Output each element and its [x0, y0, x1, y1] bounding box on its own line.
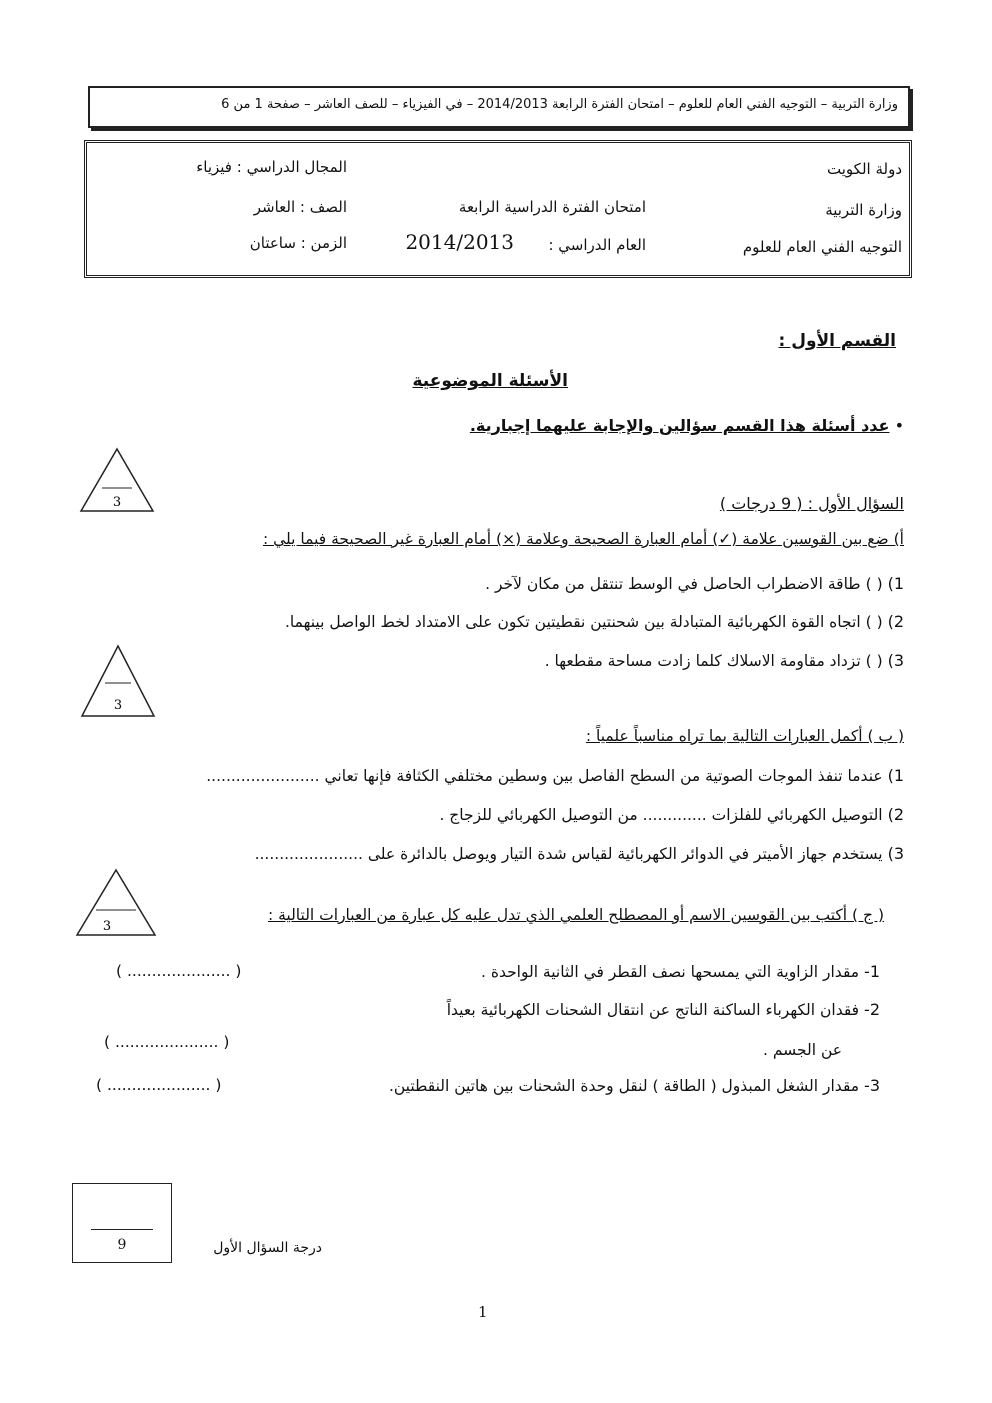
year-label: العام الدراسي :	[548, 236, 646, 254]
answer-paren: ( )	[865, 652, 883, 670]
item-text: عندما تنفذ الموجات الصوتية من السطح الفاصل بين وسطين مختلفي الكثافة فإنها تعاني .......................	[206, 767, 883, 785]
part-a-item-3	[545, 651, 904, 670]
part-a-instruction: أ) ضع بين القوسين علامة (✓) أمام العبارة الصحيحة وعلامة (×) أمام العبارة غير الصحيحة فيما يلي :	[262, 530, 904, 548]
grade-divider	[91, 1229, 153, 1230]
item-text: التوصيل الكهربائي للفلزات ............. من التوصيل الكهربائي للزجاج .	[439, 806, 883, 824]
item-number: 3)	[887, 651, 904, 670]
item-number: 1-	[864, 962, 880, 981]
part-c-item-2-continued: عن الجسم .	[762, 1041, 842, 1059]
grade-label: الصف : العاشر	[253, 198, 347, 216]
time-label: الزمن : ساعتان	[249, 234, 347, 252]
item-number: 1)	[887, 574, 904, 593]
question1-grade-box	[72, 1183, 172, 1263]
item-text: مقدار الشغل المبذول ( الطاقة ) لنقل وحدة الشحنات بين هاتين النقطتين.	[388, 1077, 860, 1095]
item-text: تزداد مقاومة الاسلاك كلما زادت مساحة مقطعها .	[544, 652, 861, 670]
part-c-answer-2: ( ..................... )	[104, 1033, 230, 1051]
part-b-instruction: ( ب ) أكمل العبارات التالية بما تراه مناسباً علمياً :	[585, 727, 904, 745]
bullet-icon: •	[894, 416, 904, 435]
header-strip-text: وزارة التربية – التوجيه الفني العام للعلوم – امتحان الفترة الرابعة 2014/2013 – في الفيزياء – للصف العاشر – صفحة 1 من 6	[221, 97, 898, 112]
item-number: 2-	[864, 1000, 880, 1019]
ministry-label: وزارة التربية	[825, 201, 902, 219]
item-text: مقدار الزاوية التي يمسحها نصف القطر في الثانية الواحدة .	[480, 963, 860, 981]
score-triangle-c	[74, 867, 158, 939]
item-text: يستخدم جهاز الأميتر في الدوائر الكهربائية لقياس شدة التيار ويوصل بالدائرة على ......................	[254, 845, 883, 863]
part-b-item-1	[206, 766, 904, 785]
triangle-c-score: 3	[102, 919, 112, 934]
part-b-item-2	[439, 805, 904, 824]
triangle-b-score: 3	[113, 698, 123, 713]
header-strip	[88, 86, 910, 128]
answer-paren: ( )	[865, 613, 883, 631]
section-note-text: عدد أسئلة هذا القسم سؤالين والإجابة عليهما إجبارية.	[469, 416, 890, 435]
question1-title: السؤال الأول : ( 9 درجات )	[719, 494, 904, 513]
directorate-label: التوجيه الفني العام للعلوم	[742, 238, 902, 256]
item-number: 1)	[887, 766, 904, 785]
grade-box-value: 9	[117, 1237, 127, 1253]
part-c-item-3	[389, 1076, 880, 1095]
part-b-item-3	[255, 844, 904, 863]
item-number: 3)	[887, 844, 904, 863]
country-label: دولة الكويت	[827, 160, 902, 178]
part-c-instruction: ( ج ) أكتب بين القوسين الاسم أو المصطلح العلمي الذي تدل عليه كل عبارة من العبارات التالية :	[267, 906, 884, 924]
year-value: 2014/2013	[405, 230, 514, 254]
score-triangle-b	[79, 643, 157, 719]
score-triangle-a	[78, 446, 156, 514]
answer-paren: ( )	[865, 575, 883, 593]
part-a-item-1	[485, 574, 904, 593]
question1-grade-label: درجة السؤال الأول	[213, 1240, 322, 1256]
item-text: طاقة الاضطراب الحاصل في الوسط تنتقل من مكان لآخر .	[485, 575, 861, 593]
exam-title: امتحان الفترة الدراسية الرابعة	[458, 198, 646, 216]
page-number: 1	[478, 1303, 488, 1321]
triangle-a-score: 3	[112, 495, 122, 510]
part-a-item-2	[285, 612, 904, 631]
item-text: فقدان الكهرباء الساكنة الناتج عن انتقال الشحنات الكهربائية بعيداً	[446, 1001, 860, 1019]
section-subtitle: الأسئلة الموضوعية	[412, 371, 568, 391]
item-text: اتجاه القوة الكهربائية المتبادلة بين شحنتين نقطيتين تكون على الامتداد لخط الواصل بينهما.	[284, 613, 861, 631]
item-number: 3-	[864, 1076, 880, 1095]
subject-label: المجال الدراسي : فيزياء	[196, 158, 347, 176]
part-c-item-2	[447, 1000, 880, 1019]
item-number: 2)	[887, 805, 904, 824]
part-c-item-1	[481, 962, 880, 981]
part-c-answer-3: ( ..................... )	[96, 1076, 222, 1094]
item-number: 2)	[887, 612, 904, 631]
section-title: القسم الأول :	[778, 331, 896, 351]
part-c-answer-1: ( ..................... )	[116, 962, 242, 980]
section-note	[470, 416, 904, 435]
